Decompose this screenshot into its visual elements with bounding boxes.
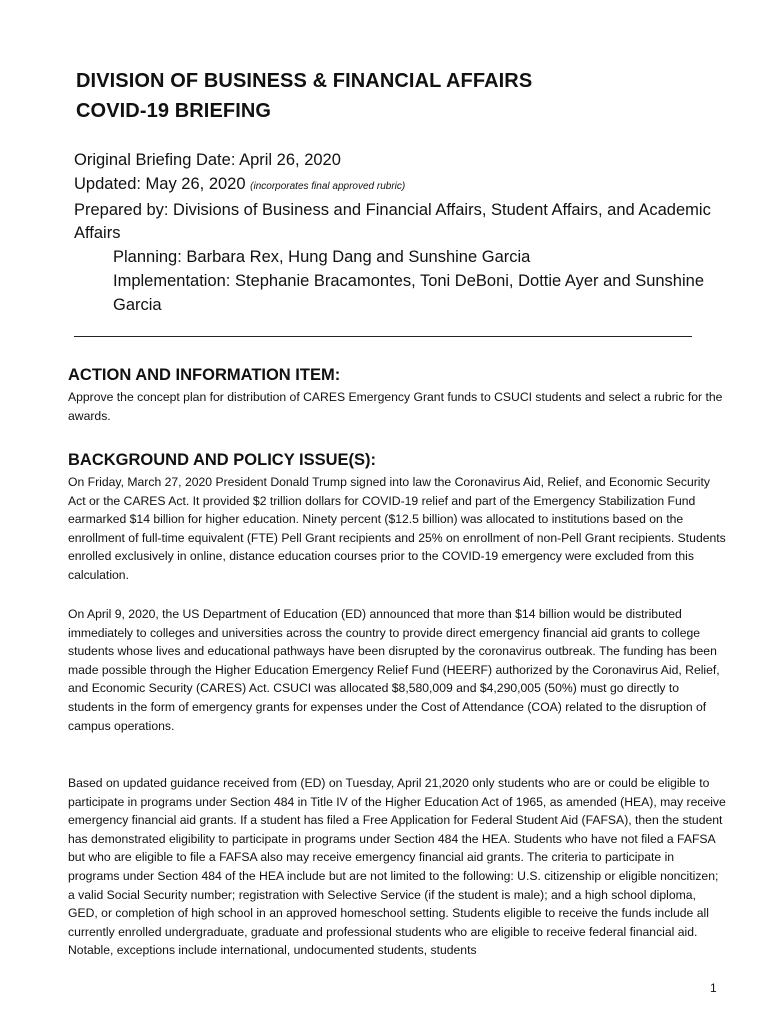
planning-team: Planning: Barbara Rex, Hung Dang and Sunshine Garcia [113, 248, 531, 267]
updated-date: Updated: May 26, 2020 [74, 174, 246, 193]
horizontal-divider [74, 336, 692, 337]
title-line-2: COVID-19 BRIEFING [76, 100, 272, 122]
background-paragraph-2: On April 9, 2020, the US Department of Education (ED) announced that more than $14 billion would be distributed immediately to colleges and universities across the country to provide direct emergency financial aid grants to college students whose lives and educational pathways have been disrupted by the coronavirus outbreak. The funding has been made possible through the Higher Education Emergency Relief Fund (HEERF) authorized by the Coronavirus Aid, Relief, and Economic Security (CARES) Act. CSUCI was allocated $8,580,009 and $4,290,005 (50%) must go directly to students in the form of emergency grants for expenses under the Cost of Attendance (COA) related to the disruption of campus operations. [68, 607, 720, 733]
action-heading: ACTION AND INFORMATION ITEM: [68, 366, 341, 384]
briefing-metadata [74, 149, 714, 318]
background-heading: BACKGROUND AND POLICY ISSUE(S): [68, 451, 377, 469]
background-paragraph-1: On Friday, March 27, 2020 President Donald Trump signed into law the Coronavirus Aid, Relief, and Economic Security Act or the CARES Act. It provided $2 trillion dollars for COVID-19 relief and part of the Emergency Stabilization Fund earmarked $14 billion for higher education. Ninety percent ($12.5 billion) was allocated to institutions based on the enrollment of full-time equivalent (FTE) Pell Grant recipients and 25% on enrollment of non-Pell Grant recipients. Students enrolled exclusively in online, distance education courses prior to the COVID-19 emergency were excluded from this calculation. [68, 475, 726, 582]
original-briefing-date: Original Briefing Date: April 26, 2020 [74, 151, 341, 169]
updated-note: (incorporates final approved rubric) [250, 180, 406, 192]
prepared-by: Prepared by: Divisions of Business and Financial Affairs, Student Affairs, and Academic Affairs [74, 200, 711, 243]
updated-date-line [74, 173, 714, 199]
action-text: Approve the concept plan for distribution of CARES Emergency Grant funds to CSUCI students and select a rubric for the awards. [68, 390, 723, 423]
page-number: 1 [710, 981, 717, 995]
implementation-team: Implementation: Stephanie Bracamontes, Toni DeBoni, Dottie Ayer and Sunshine Garcia [113, 271, 705, 314]
title-line-1: DIVISION OF BUSINESS & FINANCIAL AFFAIRS [76, 70, 533, 92]
document-title [76, 66, 532, 126]
background-paragraph-3: Based on updated guidance received from (ED) on Tuesday, April 21,2020 only students who are or could be eligible to participate in programs under Section 484 in Title IV of the Higher Education Act of 1965, as amended (HEA), may receive emergency financial aid grants. If a student has filed a Free Application for Federal Student Aid (FAFSA), then the student has demonstrated eligibility to participate in programs under Section 484 the HEA. Students who have not filed a FAFSA but who are eligible to file a FAFSA also may receive emergency financial aid grants. The criteria to participate in programs under Section 484 of the HEA include but are not limited to the following: U.S. citizenship or eligible noncitizen; a valid Social Security number; registration with Selective Service (if the student is male); and a high school diploma, GED, or completion of high school in an approved homeschool setting. Students eligible to receive the funds include all currently enrolled undergraduate, graduate and professional students who are eligible to receive federal financial aid. Notable, exceptions include international, undocumented students, students [68, 776, 726, 958]
